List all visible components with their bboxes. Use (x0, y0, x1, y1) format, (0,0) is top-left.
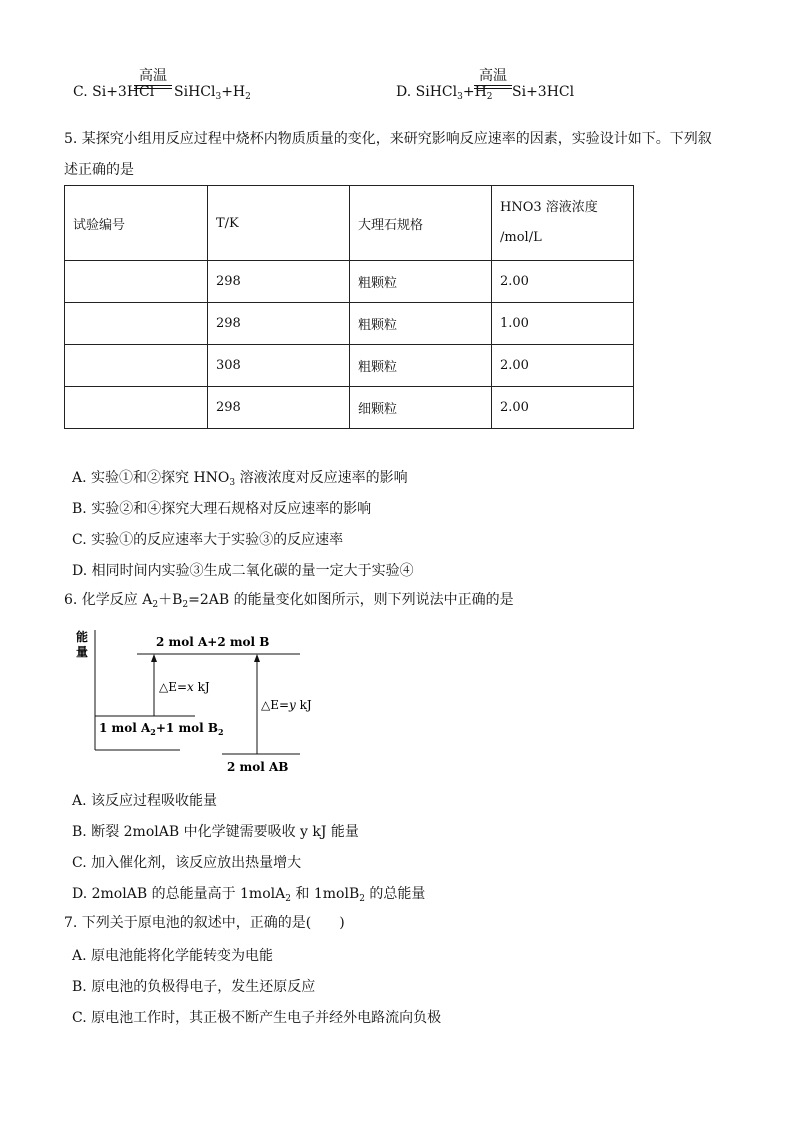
delta-e-y-label: △E=y kJ (261, 698, 312, 712)
q5-option-c: C. 实验①的反应速率大于实验③的反应速率 (72, 532, 344, 548)
product-level-label: 2 mol AB (227, 760, 289, 774)
question-7-stem: 7. 下列关于原电池的叙述中，正确的是( ) (64, 915, 345, 931)
experiment-table (64, 185, 634, 429)
question-5-stem-cont: 述正确的是 (64, 162, 134, 178)
header-cell-marble-size: 大理石规格 (350, 186, 492, 261)
y-axis-label-top: 能 (76, 630, 89, 644)
table-row (65, 303, 634, 345)
table-row (65, 345, 634, 387)
option-d-products: Si+3HCl (512, 84, 575, 100)
reaction-condition-d: 高温 (474, 68, 512, 89)
cell-id (65, 303, 208, 345)
reaction-condition-c: 高温 (134, 68, 172, 89)
q5-option-b: B. 实验②和④探究大理石规格对反应速率的影响 (72, 501, 372, 517)
cell-temperature: 308 (208, 345, 350, 387)
q6-option-c: C. 加入催化剂，该反应放出热量增大 (72, 855, 302, 871)
cell-temperature: 298 (208, 303, 350, 345)
table-header-row (65, 186, 634, 261)
q5-option-d: D. 相同时间内实验③生成二氧化碳的量一定大于实验④ (72, 563, 414, 579)
question-6-stem: 6. 化学反应 $A_2+B_2=2AB$ 的能量变化如图所示，则下列说法中正确的是 (64, 592, 514, 610)
q7-option-b: B. 原电池的负极得电子，发生还原反应 (72, 979, 316, 995)
cell-marble-size: 粗颗粒 (350, 345, 492, 387)
option-c-equation: C. Si+3HCl (73, 84, 155, 100)
table-row (65, 387, 634, 429)
cell-temperature: 298 (208, 261, 350, 303)
cell-id (65, 345, 208, 387)
q6-option-d: D. 2molAB 的总能量高于 1molA$_2$ 和 1molB$_2$ 的总能量 (72, 886, 426, 904)
top-level-label: 2 mol A+2 mol B (156, 635, 270, 649)
energy-diagram (70, 625, 320, 780)
cell-marble-size: 粗颗粒 (350, 303, 492, 345)
header-cell-id: 试验编号 (65, 186, 208, 261)
q7-option-c: C. 原电池工作时，其正极不断产生电子并经外电路流向负极 (72, 1010, 442, 1026)
q6-option-a: A. 该反应过程吸收能量 (72, 793, 218, 809)
option-c-products: $SiHCl_3+H_2$ (174, 84, 251, 102)
delta-e-x-label: △E=x kJ (159, 680, 210, 694)
cell-marble-size: 细颗粒 (350, 387, 492, 429)
cell-concentration: 1.00 (492, 303, 634, 345)
q5-option-a: A. 实验①和②探究 $HNO_3$ 溶液浓度对反应速率的影响 (72, 470, 408, 488)
option-d-equation: D. $SiHCl_3+H_2$ (396, 84, 493, 102)
cell-marble-size: 粗颗粒 (350, 261, 492, 303)
cell-concentration: 2.00 (492, 261, 634, 303)
q6-option-b: B. 断裂 2molAB 中化学键需要吸收 y kJ 能量 (72, 824, 359, 840)
arrowhead-y (254, 654, 260, 662)
table-row (65, 261, 634, 303)
cell-id (65, 387, 208, 429)
y-axis-label-bottom: 量 (76, 645, 89, 659)
cell-concentration: 2.00 (492, 387, 634, 429)
header-cell-concentration: HNO3 溶液浓度 /mol/L (492, 186, 634, 261)
q7-option-a: A. 原电池能将化学能转变为电能 (72, 948, 274, 964)
header-cell-temperature: T/K (208, 186, 350, 261)
cell-concentration: 2.00 (492, 345, 634, 387)
arrowhead-x (151, 654, 157, 662)
cell-id (65, 261, 208, 303)
cell-temperature: 298 (208, 387, 350, 429)
reactant-level-label: 1 mol $A_2+1$ mol $B_2$ (99, 721, 224, 737)
question-5-stem: 5. 某探究小组用反应过程中烧杯内物质质量的变化，来研究影响反应速率的因素，实验设计如下。下列叙 (64, 131, 712, 147)
